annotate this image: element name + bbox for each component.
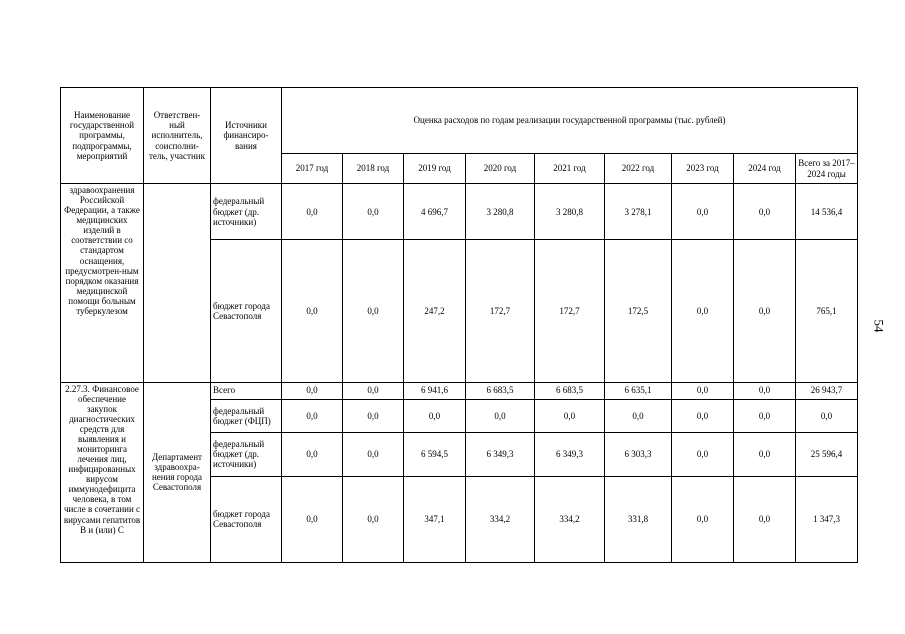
value-cell: 0,0 [282,382,343,399]
value-cell: 0,0 [343,184,404,240]
value-cell: 0,0 [282,476,343,562]
value-cell: 0,0 [605,399,672,432]
source-cell: Всего [211,382,282,399]
value-cell: 0,0 [282,184,343,240]
source-cell: бюджет города Севастополя [211,476,282,562]
value-cell: 6 594,5 [404,432,466,476]
value-cell: 3 280,8 [535,184,605,240]
header-year: 2017 год [282,154,343,184]
value-cell: 0,0 [466,399,535,432]
value-cell: 0,0 [343,432,404,476]
value-cell: 0,0 [535,399,605,432]
header-year: 2020 год [466,154,535,184]
value-cell: 0,0 [734,240,796,382]
header-year: 2022 год [605,154,672,184]
value-cell: 0,0 [343,476,404,562]
value-cell: 347,1 [404,476,466,562]
value-cell: 0,0 [734,432,796,476]
header-year: 2021 год [535,154,605,184]
value-cell: 0,0 [672,399,734,432]
table-row [61,382,858,399]
value-cell: 0,0 [343,382,404,399]
responsible-cell [144,184,211,383]
header-year: 2024 год [734,154,796,184]
value-cell: 0,0 [343,399,404,432]
header-year: 2023 год [672,154,734,184]
value-cell: 6 683,5 [535,382,605,399]
source-cell: бюджет города Севастополя [211,240,282,382]
header-year: 2018 год [343,154,404,184]
value-cell: 6 635,1 [605,382,672,399]
value-cell: 172,7 [535,240,605,382]
value-cell: 0,0 [734,382,796,399]
value-cell: 0,0 [734,184,796,240]
total-cell: 25 596,4 [796,432,858,476]
value-cell: 0,0 [282,432,343,476]
value-cell: 0,0 [672,382,734,399]
value-cell: 0,0 [672,240,734,382]
value-cell: 0,0 [672,476,734,562]
value-cell: 331,8 [605,476,672,562]
value-cell: 6 303,3 [605,432,672,476]
value-cell: 6 349,3 [466,432,535,476]
value-cell: 334,2 [535,476,605,562]
value-cell: 247,2 [404,240,466,382]
value-cell: 0,0 [404,399,466,432]
responsible-cell: Департамент здравоохра-нения города Севастополя [144,382,211,562]
header-estimate: Оценка расходов по годам реализации государственной программы (тыс. рублей) [282,88,858,154]
source-cell: федеральный бюджет (др. источники) [211,184,282,240]
budget-table [60,87,858,563]
table-row [61,184,858,240]
value-cell: 3 278,1 [605,184,672,240]
value-cell: 0,0 [343,240,404,382]
total-cell: 26 943,7 [796,382,858,399]
source-cell: федеральный бюджет (др. источники) [211,432,282,476]
measure-name: здравоохранения Российской Федерации, а также медицинских изделий в соответствии со стандартом оснащения, предусмотрен-ным порядком оказания медицинской помощи больным туберкулезом [61,184,144,383]
total-cell: 765,1 [796,240,858,382]
value-cell: 6 941,6 [404,382,466,399]
value-cell: 6 349,3 [535,432,605,476]
header-year: 2019 год [404,154,466,184]
value-cell: 6 683,5 [466,382,535,399]
total-cell: 14 536,4 [796,184,858,240]
header-responsible: Ответствен-ный исполнитель, соисполни-тель, участник [144,88,211,184]
value-cell: 0,0 [282,240,343,382]
value-cell: 4 696,7 [404,184,466,240]
total-cell: 0,0 [796,399,858,432]
source-cell: федеральный бюджет (ФЦП) [211,399,282,432]
header-sources: Источники финансиро-вания [211,88,282,184]
value-cell: 0,0 [282,399,343,432]
value-cell: 334,2 [466,476,535,562]
value-cell: 0,0 [672,432,734,476]
value-cell: 3 280,8 [466,184,535,240]
value-cell: 172,5 [605,240,672,382]
total-cell: 1 347,3 [796,476,858,562]
value-cell: 0,0 [734,399,796,432]
page-number: 54 [871,319,887,333]
header-total: Всего за 2017–2024 годы [796,154,858,184]
value-cell: 0,0 [734,476,796,562]
header-name: Наименование государственной программы, подпрограммы, мероприятий [61,88,144,184]
measure-name: 2.27.3. Финансовое обеспечение закупок диагностических средств для выявления и мониторинга лечения лиц, инфицированных вирусом иммунодефицита человека, в том числе в сочетании с вирусами гепатитов В и (или) С [61,382,144,562]
value-cell: 172,7 [466,240,535,382]
value-cell: 0,0 [672,184,734,240]
